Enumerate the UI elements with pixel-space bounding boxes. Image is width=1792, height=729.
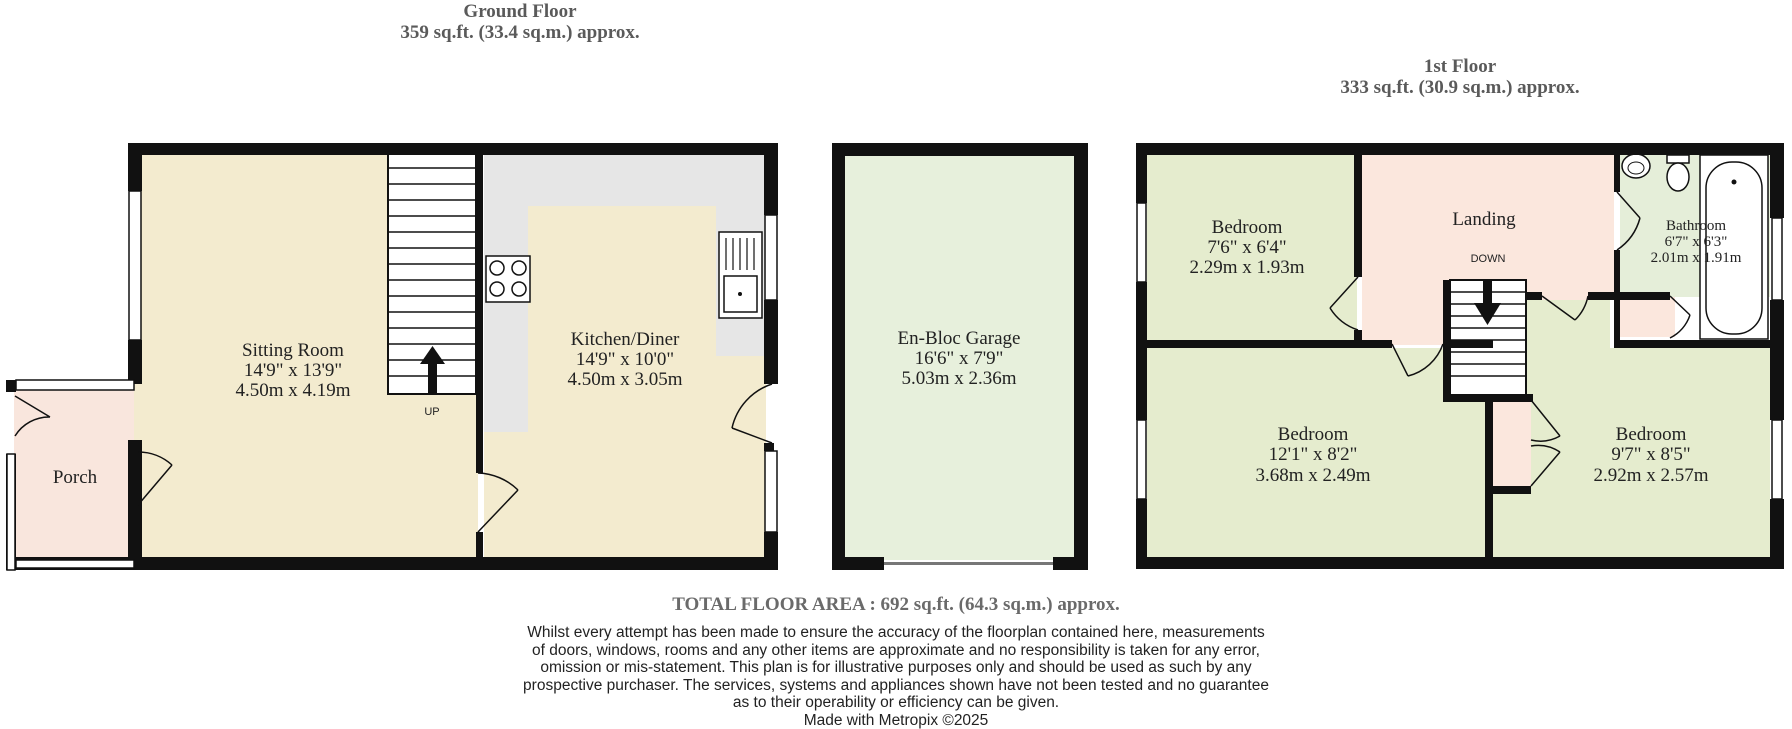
hob-icon <box>486 256 530 302</box>
disclaimer-line: omission or mis-statement. This plan is for illustrative purposes only and should be used as such by any <box>0 659 1792 677</box>
kitchen-window-bottom <box>765 451 777 532</box>
credit: Made with Metropix ©2025 <box>0 712 1792 729</box>
first-floor-title: 1st Floor <box>1270 56 1650 77</box>
toilet-icon <box>1667 155 1689 191</box>
garage-imperial: 16'6" x 7'9" <box>915 348 1004 369</box>
kitchen-name: Kitchen/Diner <box>571 329 680 350</box>
sitting-room-metric: 4.50m x 4.19m <box>235 380 350 401</box>
cupboard-floor <box>1493 400 1531 486</box>
porch-window-left <box>7 454 15 570</box>
garage-name: En-Bloc Garage <box>898 328 1021 349</box>
ground-floor-area: 359 sq.ft. (33.4 sq.m.) approx. <box>330 22 710 43</box>
stairs-up-label: UP <box>424 406 439 418</box>
first-floor-area: 333 sq.ft. (30.9 sq.m.) approx. <box>1270 77 1650 98</box>
landing-name: Landing <box>1452 209 1516 230</box>
bathroom-imperial: 6'7" x 6'3" <box>1665 234 1728 250</box>
bedroom-rear-name: Bedroom <box>1616 424 1687 445</box>
stairs-up <box>388 152 476 394</box>
bedroom-front-name: Bedroom <box>1278 424 1349 445</box>
stairs-down <box>1450 280 1526 396</box>
stairs-down-arrow-icon <box>1483 280 1492 304</box>
sitting-room-imperial: 14'9" x 13'9" <box>244 360 342 381</box>
bathroom-nook <box>1620 297 1675 337</box>
garage-metric: 5.03m x 2.36m <box>901 368 1016 389</box>
porch-window-top <box>16 380 134 390</box>
bedroom-rear-imperial: 9'7" x 8'5" <box>1611 444 1690 465</box>
garage-label <box>898 328 1021 389</box>
sitting-room-name: Sitting Room <box>242 340 344 361</box>
sink-icon <box>719 232 762 318</box>
basin-icon <box>1622 154 1650 178</box>
ground-floor-title: Ground Floor <box>330 1 710 22</box>
garage-door <box>884 562 1053 565</box>
disclaimer-line: Whilst every attempt has been made to ensure the accuracy of the floorplan contained here, measurements <box>0 624 1792 642</box>
disclaimer <box>0 624 1792 729</box>
disclaimer-line: prospective purchaser. The services, systems and appliances shown have not been tested and no guarantee <box>0 677 1792 695</box>
porch-window-bottom <box>16 560 134 568</box>
stairs-down-label: DOWN <box>1471 253 1506 265</box>
bathroom-metric: 2.01m x 1.91m <box>1651 250 1742 266</box>
stairs-up-arrow-icon <box>428 360 437 394</box>
bedroom-front-window <box>1137 420 1146 499</box>
disclaimer-line: of doors, windows, rooms and any other items are approximate and no responsibility is taken for any error, <box>0 642 1792 660</box>
kitchen-window-top <box>765 215 777 300</box>
bathroom-name: Bathroom <box>1666 218 1726 234</box>
bedroom-front-imperial: 12'1" x 8'2" <box>1269 444 1358 465</box>
bedroom-small-metric: 2.29m x 1.93m <box>1189 257 1304 278</box>
disclaimer-line: as to their operability or efficiency can be given. <box>0 694 1792 712</box>
bedroom-small-window <box>1137 203 1146 282</box>
bathroom-window <box>1772 218 1782 300</box>
total-floor-area: TOTAL FLOOR AREA : 692 sq.ft. (64.3 sq.m.) approx. <box>0 594 1792 616</box>
kitchen-imperial: 14'9" x 10'0" <box>576 349 674 370</box>
sitting-room-window <box>129 191 141 340</box>
porch-name: Porch <box>53 467 98 488</box>
bedroom-small-name: Bedroom <box>1212 217 1283 238</box>
sitting-room-label <box>235 340 350 401</box>
kitchen-metric: 4.50m x 3.05m <box>567 369 682 390</box>
bedroom-rear-metric: 2.92m x 2.57m <box>1593 465 1708 486</box>
kitchen-label <box>567 329 682 390</box>
bedroom-front-metric: 3.68m x 2.49m <box>1255 465 1370 486</box>
bedroom-rear-window <box>1772 420 1782 499</box>
bedroom-small-imperial: 7'6" x 6'4" <box>1207 237 1286 258</box>
